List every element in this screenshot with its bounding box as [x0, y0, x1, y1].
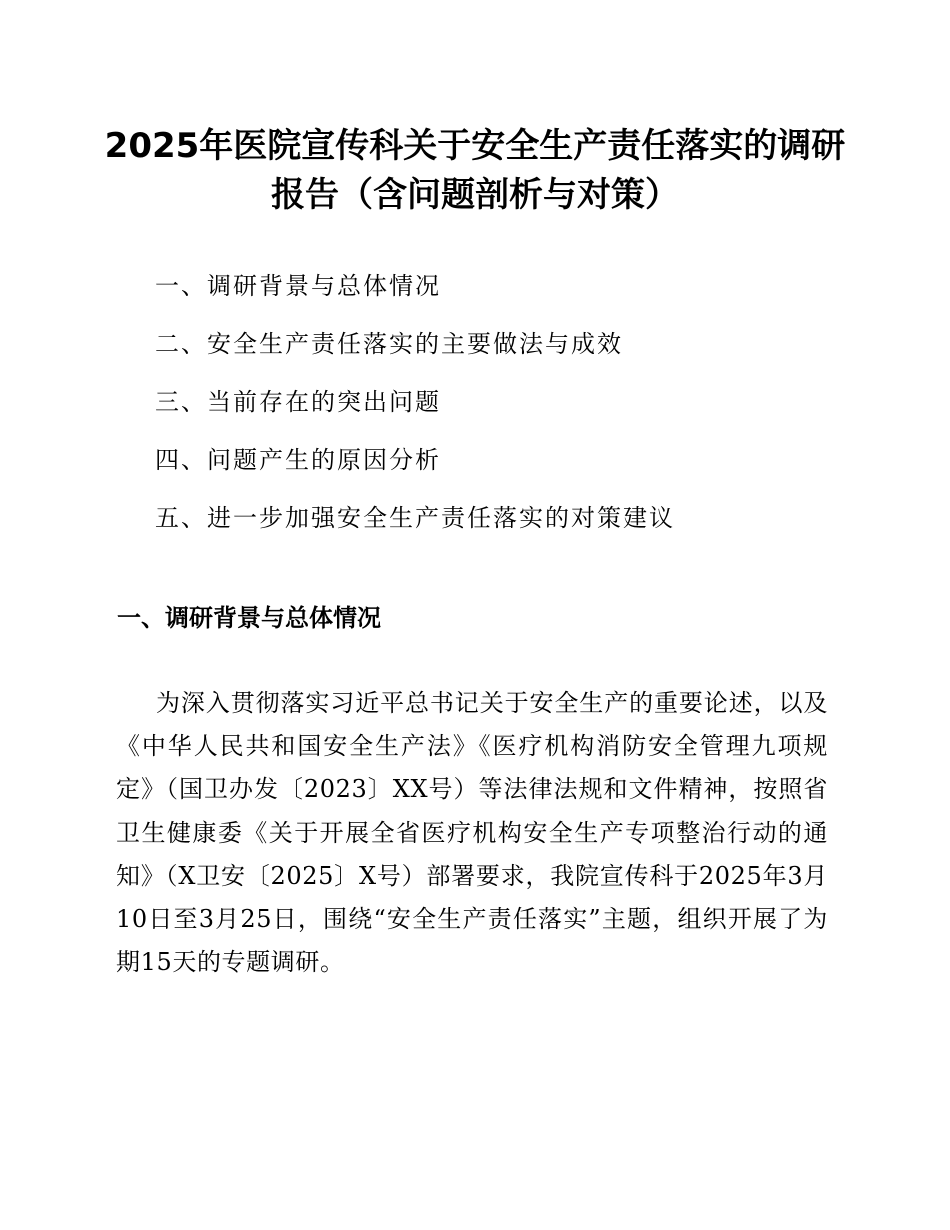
body-paragraph: 为深入贯彻落实习近平总书记关于安全生产的重要论述，以及《中华人民共和国安全生产法》《医疗机构消防安全管理九项规定》（国卫办发〔2023〕XX号）等法律法规和文件精神，按照省卫生健康委《关于开展全省医疗机构安全生产专项整治行动的通知》（X卫安〔2025〕X号）部署要求，我院宣传科于2025年3月10日至3月25日，围绕“安全生产责任落实”主题，组织开展了为期15天的专题调研。: [116, 689, 828, 977]
toc-item: 一、调研背景与总体情况: [155, 272, 441, 300]
document-title: 2025年医院宣传科关于安全生产责任落实的调研报告（含问题剖析与对策）: [104, 126, 846, 215]
toc-item: 五、进一步加强安全生产责任落实的对策建议: [155, 504, 675, 532]
toc-item: 三、当前存在的突出问题: [155, 388, 441, 416]
table-of-contents: [155, 266, 675, 556]
toc-item: 四、问题产生的原因分析: [155, 446, 441, 474]
section-heading: 一、调研背景与总体情况: [117, 604, 381, 632]
toc-item: 二、安全生产责任落实的主要做法与成效: [155, 330, 623, 358]
